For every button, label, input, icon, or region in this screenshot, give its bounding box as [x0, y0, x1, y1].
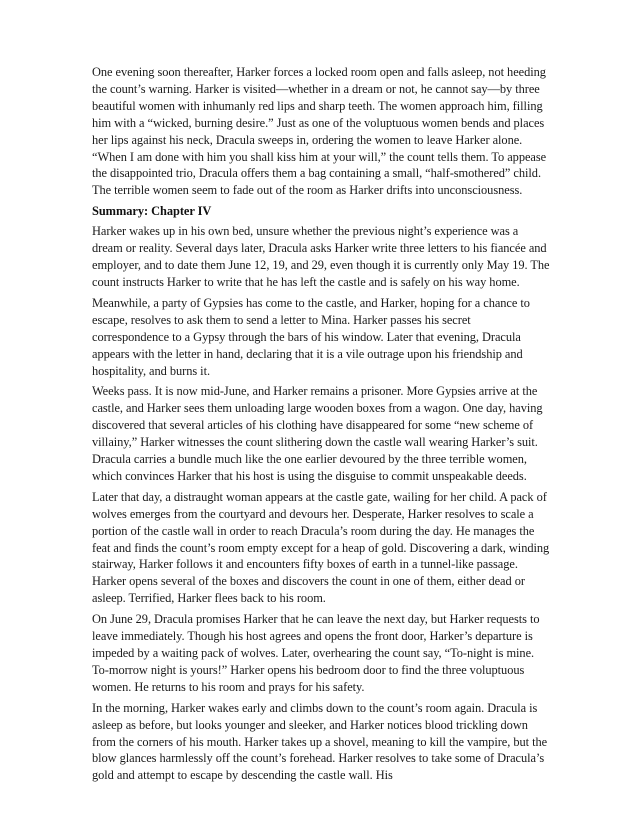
paragraph-gypsies-letter: Meanwhile, a party of Gypsies has come to the castle, and Harker, hoping for a chance to escape, resolves to ask them to send a letter to Mina. Harker passes his secret correspondence to a Gypsy through the bars of his window. Later that evening, Dracula appears with the letter in hand, declaring that it is a vile outrage upon his friendship and hospitality, and burns it. — [92, 295, 530, 378]
paragraph-weeks-pass: Weeks pass. It is now mid-June, and Harker remains a prisoner. More Gypsies arrive at the castle, and Harker sees them unloading large wooden boxes from a wagon. One day, having discovered that several articles of his clothing have disappeared for some “new scheme of villainy,” Harker witnesses the count slithering down the castle wall wearing Harker’s suit. Dracula carries a bundle much like the one earlier devoured by the three terrible women, which convinces Harker that his host is using the disguise to commit unspeakable deeds. — [92, 384, 543, 483]
paragraph-wolves-castle-wall: Later that day, a distraught woman appears at the castle gate, wailing for her child. A pack of wolves emerges from the courtyard and devours her. Desperate, Harker resolves to scale a portion of the castle wall in order to reach Dracula’s room during the day. He manages the feat and finds the count’s room empty except for a heap of gold. Discovering a dark, winding stairway, Harker follows it and encounters fifty boxes of earth in a tunnel-like passage. Harker opens several of the boxes and discovers the count in one of them, either dead or asleep. Terrified, Harker flees back to his room. — [92, 489, 550, 606]
section-heading-chapter-iv: Summary: Chapter IV — [92, 204, 212, 219]
paragraph-morning-escape: In the morning, Harker wakes early and climbs down to the count’s room again. Dracula is asleep as before, but looks younger and sleeker, and Harker notices blood trickling down from the corners of his mouth. Harker takes up a shovel, meaning to kill the vampire, but the blow glances harmlessly off the count’s forehead. Harker resolves to take some of Dracula’s gold and attempt to escape by descending the castle wall. His — [92, 700, 548, 783]
paragraph-harker-wakes: Harker wakes up in his own bed, unsure whether the previous night’s experience was a dream or reality. Several days later, Dracula asks Harker write three letters to his fiancée and employer, and to date them June 12, 19, and 29, even though it is currently only May 19. The count instructs Harker to write that he has left the castle and is safely on his way home. — [92, 224, 550, 289]
page-body — [92, 64, 550, 788]
paragraph-chapter-iii-ending: One evening soon thereafter, Harker forces a locked room open and falls asleep, not heeding the count’s warning. Harker is visited—whether in a dream or not, he cannot say—by three beautiful women with inhumanly red lips and sharp teeth. The women approach him, filling him with a “wicked, burning desire.” Just as one of the voluptuous women bends and places her lips against his neck, Dracula sweeps in, ordering the women to leave Harker alone. “When I am done with him you shall kiss him at your will,” the count tells them. To appease the disappointed trio, Dracula offers them a bag containing a small, “half-smothered” child. The terrible women seem to fade out of the room as Harker drifts into unconsciousness. — [92, 65, 547, 198]
paragraph-june-29: On June 29, Dracula promises Harker that he can leave the next day, but Harker requests to leave immediately. Though his host agrees and opens the front door, Harker’s departure is impeded by a waiting pack of wolves. Later, overhearing the count say, “To-night is mine. To-morrow night is yours!” Harker opens his bedroom door to find the three voluptuous women. He returns to his room and prays for his safety. — [92, 612, 540, 694]
